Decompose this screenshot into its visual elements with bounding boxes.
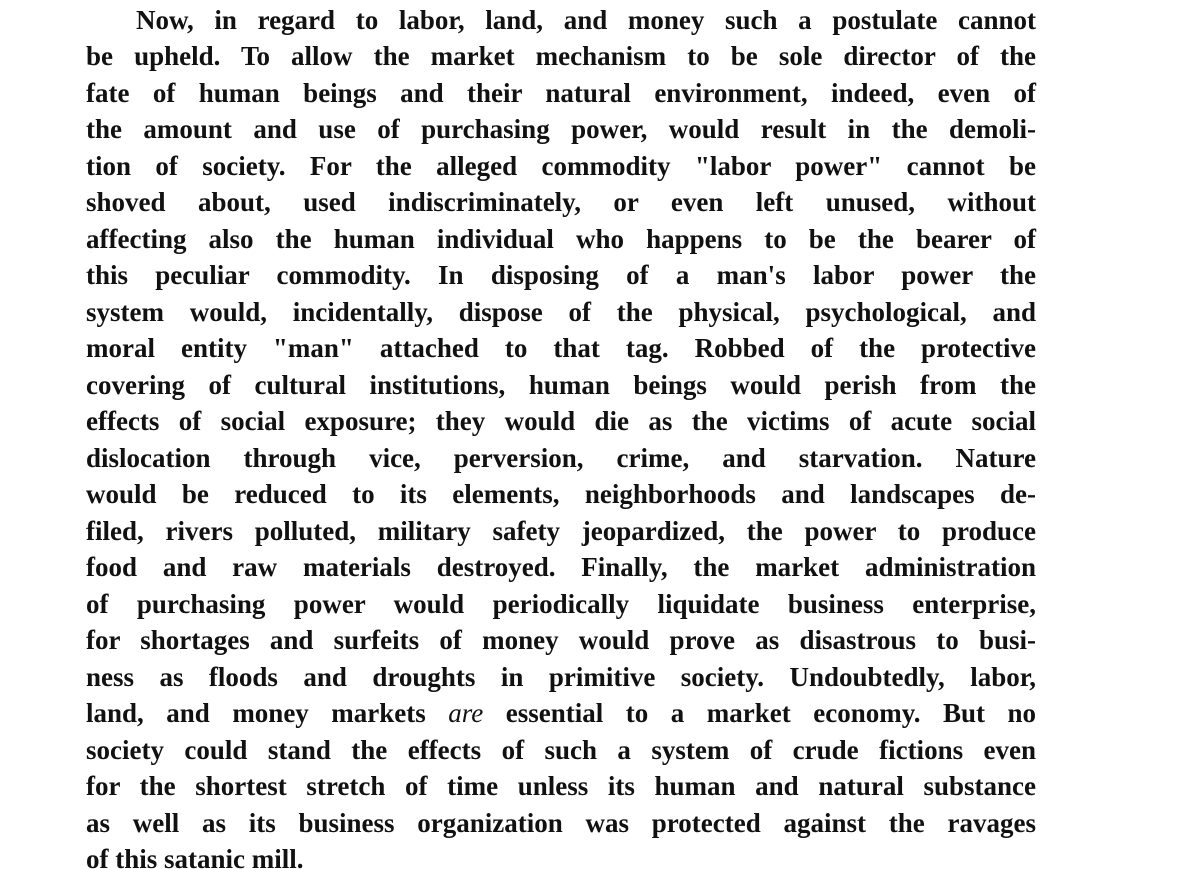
text-line: of purchasing power would periodically liquidate business enterprise,: [86, 589, 1036, 619]
text-line: filed, rivers polluted, military safety jeopardized, the power to produce: [86, 516, 1036, 546]
text-line: shoved about, used indiscriminately, or even left unused, without: [86, 187, 1036, 217]
text-line: [86, 695, 1036, 731]
text-line: society could stand the effects of such a system of crude fictions even: [86, 735, 1036, 765]
text-line: would be reduced to its elements, neighborhoods and landscapes de-: [86, 479, 1036, 509]
text-line: for the shortest stretch of time unless its human and natural substance: [86, 771, 1036, 801]
text-line: of this satanic mill.: [86, 844, 304, 869]
text-line: moral entity "man" attached to that tag. Robbed of the protective: [86, 333, 1036, 363]
text-line: this peculiar commodity. In disposing of a man's labor power the: [86, 260, 1036, 290]
text-line: food and raw materials destroyed. Finally, the market administration: [86, 552, 1036, 582]
text-line: covering of cultural institutions, human beings would perish from the: [86, 370, 1036, 400]
text-line: for shortages and surfeits of money would prove as disastrous to busi-: [86, 625, 1036, 655]
text-line: be upheld. To allow the market mechanism to be sole director of the: [86, 41, 1036, 71]
text-line: affecting also the human individual who happens to be the bearer of: [86, 224, 1036, 254]
text-line: dislocation through vice, perversion, crime, and starvation. Nature: [86, 443, 1036, 473]
text-segment: essential to a market economy. But no: [483, 698, 1036, 728]
text-line: effects of social exposure; they would die as the victims of acute social: [86, 406, 1036, 436]
italic-emphasis: are: [448, 698, 484, 728]
text-line: Now, in regard to labor, land, and money such a postulate cannot: [136, 5, 1036, 35]
text-line: fate of human beings and their natural environment, indeed, even of: [86, 78, 1036, 108]
text-segment: land, and money markets: [86, 698, 449, 728]
text-line: tion of society. For the alleged commodity "labor power" cannot be: [86, 151, 1036, 181]
text-line: as well as its business organization was protected against the ravages: [86, 808, 1036, 838]
text-line: system would, incidentally, dispose of the physical, psychological, and: [86, 297, 1036, 327]
text-line: ness as floods and droughts in primitive society. Undoubtedly, labor,: [86, 662, 1036, 692]
text-line: the amount and use of purchasing power, would result in the demoli-: [86, 114, 1036, 144]
